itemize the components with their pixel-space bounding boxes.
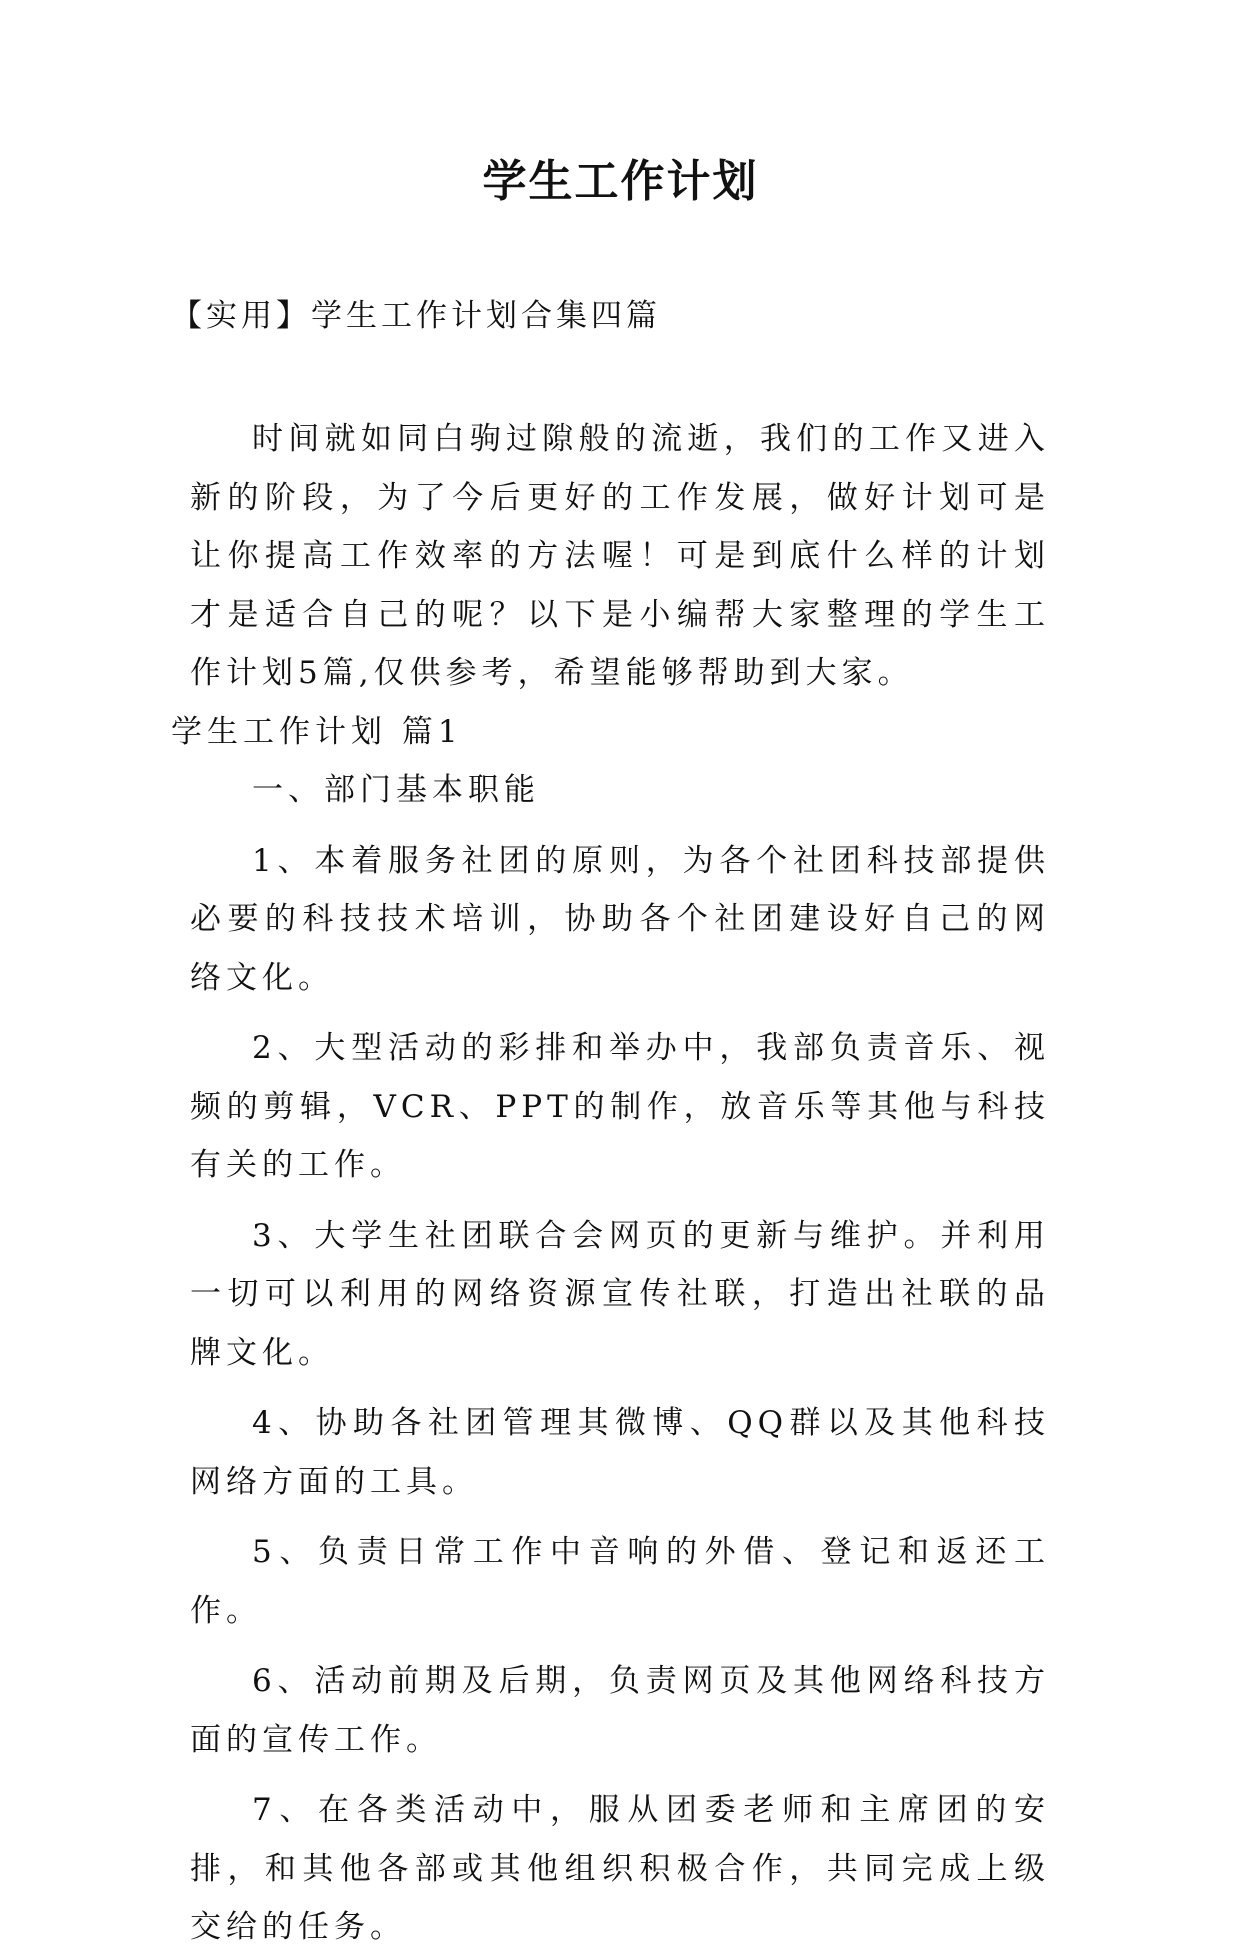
document-body	[171, 410, 1050, 1957]
list-item: 4、协助各社团管理其微博、QQ群以及其他科技网络方面的工具。	[190, 1405, 1050, 1500]
list-item: 5、负责日常工作中音响的外借、登记和返还工作。	[190, 1534, 1050, 1629]
section-heading: 学生工作计划 篇1	[171, 713, 463, 750]
list-item: 7、在各类活动中，服从团委老师和主席团的安排，和其他各部或其他组织积极合作，共同完成上级交给的任务。	[190, 1792, 1050, 1945]
list-item: 6、活动前期及后期，负责网页及其他网络科技方面的宣传工作。	[190, 1663, 1050, 1758]
section-subheading: 一、部门基本职能	[252, 772, 540, 808]
list-item: 3、大学生社团联合会网页的更新与维护。并利用一切可以利用的网络资源宣传社联，打造出社联的品牌文化。	[190, 1217, 1050, 1371]
document-title: 学生工作计划	[482, 156, 759, 207]
list-item: 2、大型活动的彩排和举办中，我部负责音乐、视频的剪辑，VCR、PPT的制作，放音乐等其他与科技有关的工作。	[190, 1030, 1050, 1183]
list-item: 1、本着服务社团的原则，为各个社团科技部提供必要的科技技术培训，协助各个社团建设好自己的网络文化。	[190, 842, 1050, 996]
document-subtitle: 【实用】学生工作计划合集四篇	[171, 298, 661, 334]
intro-paragraph: 时间就如同白驹过隙般的流逝，我们的工作又进入新的阶段，为了今后更好的工作发展，做好计划可是让你提高工作效率的方法喔！可是到底什么样的计划才是适合自己的呢？以下是小编帮大家整理的学生工作计划5篇,仅供参考，希望能够帮助到大家。	[190, 421, 1050, 691]
